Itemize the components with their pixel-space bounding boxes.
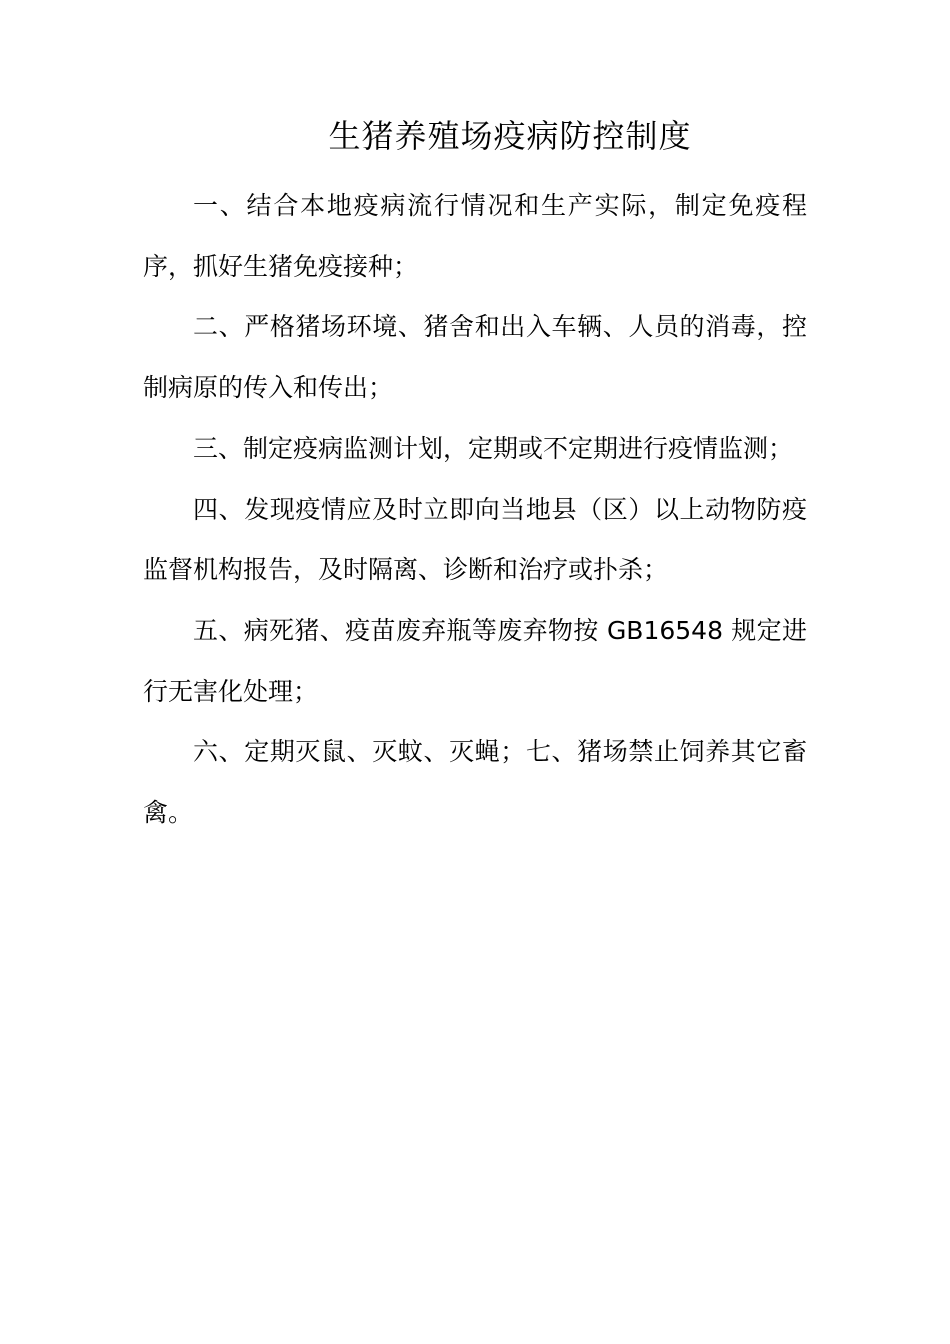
paragraph-2: 二、严格猪场环境、猪舍和出入车辆、人员的消毒，控制病原的传入和传出； — [143, 312, 807, 403]
paragraph-5: 五、病死猪、疫苗废弃瓶等废弃物按 GB16548 规定进行无害化处理； — [143, 615, 807, 706]
document-title: 生猪养殖场疫病防控制度 — [328, 117, 692, 155]
paragraph-1: 一、结合本地疫病流行情况和生产实际，制定免疫程序，抓好生猪免疫接种； — [143, 191, 807, 281]
paragraph-3: 三、制定疫病监测计划，定期或不定期进行疫情监测； — [193, 433, 794, 463]
paragraph-4: 四、发现疫情应及时立即向当地县（区）以上动物防疫监督机构报告，及时隔离、诊断和治疗或扑杀； — [143, 494, 807, 585]
paragraph-6: 六、定期灭鼠、灭蚊、灭蝇；七、猪场禁止饲养其它畜禽。 — [143, 737, 807, 828]
document-body — [143, 176, 807, 844]
